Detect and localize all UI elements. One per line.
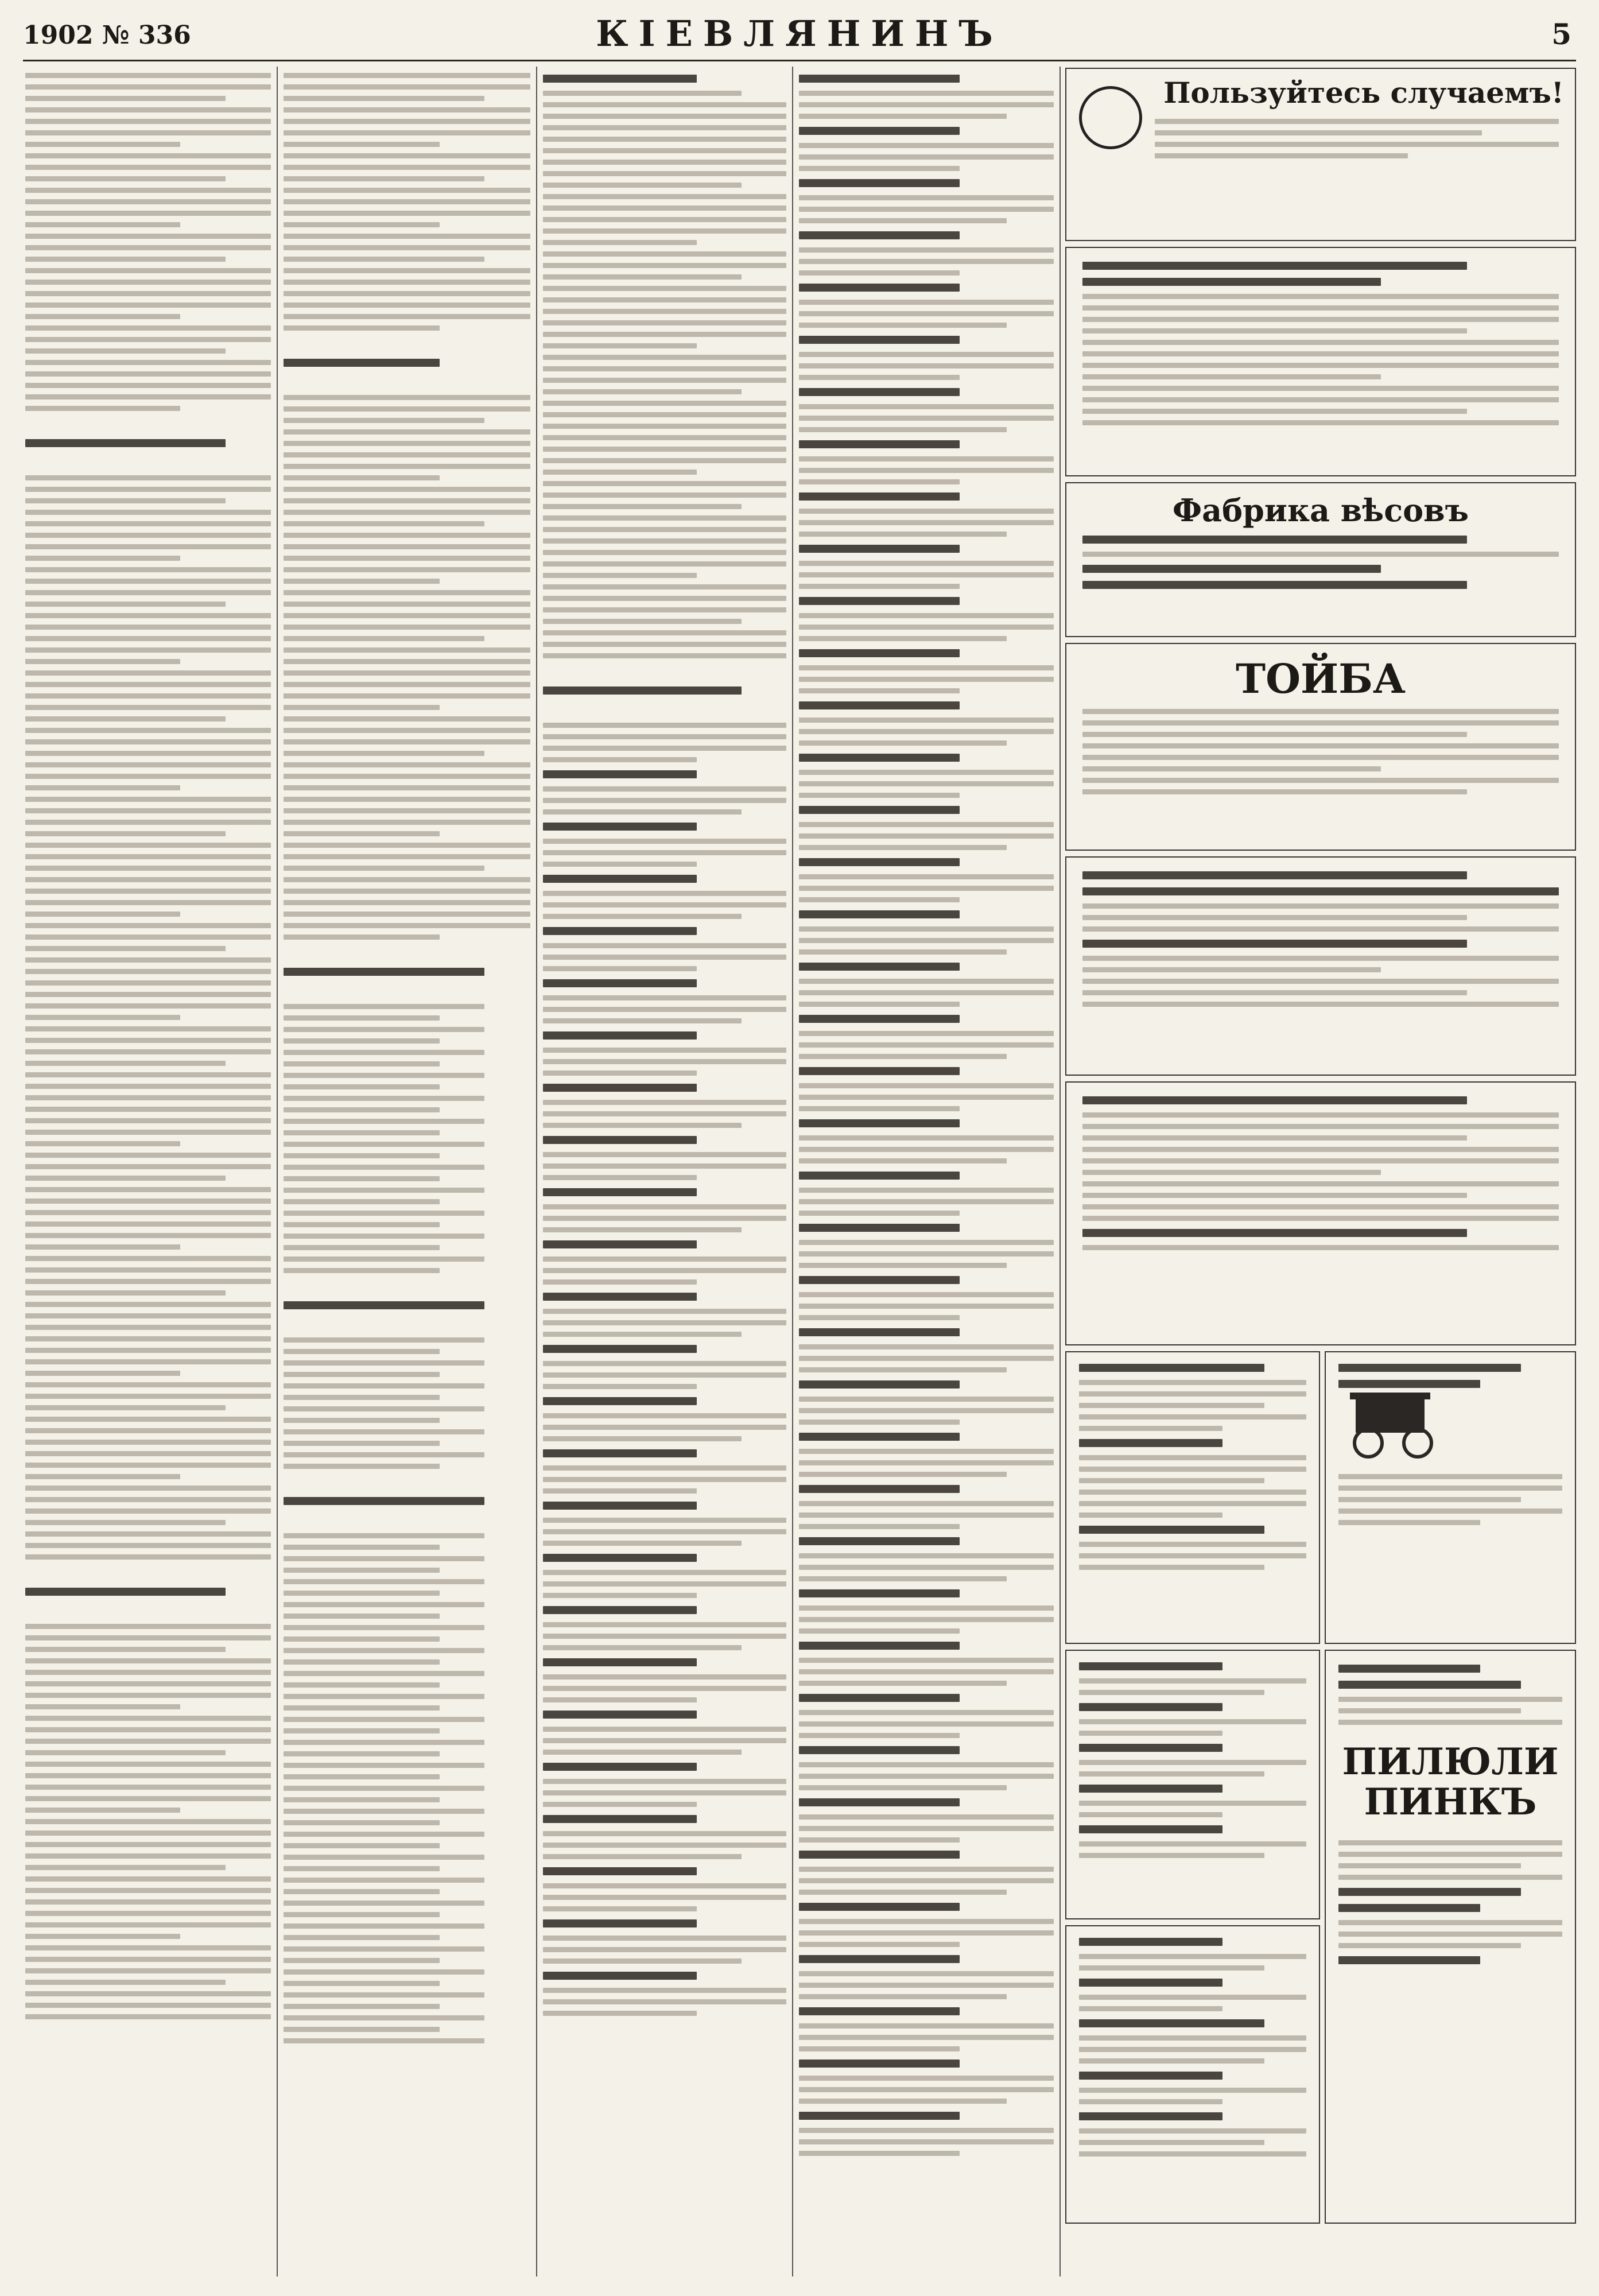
column-1-news [23, 67, 273, 2276]
pocket-watch-icon [1079, 86, 1142, 149]
column-divider [536, 67, 537, 2276]
page-number: 5 [1551, 17, 1571, 51]
ad-small-notices [1065, 1650, 1320, 1919]
ad-fur-store: ТОЙБА [1065, 643, 1576, 851]
newspaper-title: КІЕВЛЯНИНЪ [596, 13, 1003, 55]
ad-gun-shop [1065, 1081, 1576, 1345]
ad-scales-factory: Фабрика вѣсовъ [1065, 482, 1576, 637]
column-4-classifieds [797, 67, 1056, 2276]
ad-specialty-store [1065, 856, 1576, 1076]
column-3-classifieds [541, 67, 789, 2276]
column-2-news [281, 67, 533, 2276]
carriage-icon [1338, 1375, 1447, 1461]
masthead-rule [23, 60, 1576, 61]
ad-pink-pills: ПИЛЮЛИ ПИНКЪ [1325, 1650, 1576, 2224]
ad-watches: Пользуйтесь случаемъ! [1065, 68, 1576, 241]
ad-carriages [1325, 1351, 1576, 1644]
column-divider [277, 67, 278, 2276]
column-divider [792, 67, 793, 2276]
ad-sales-notices [1065, 1925, 1320, 2224]
column-divider [1059, 67, 1061, 2276]
ad-embroidery-machine [1065, 247, 1576, 476]
masthead [23, 10, 1576, 57]
issue-date: 1902 № 336 [23, 21, 191, 50]
ad-lost-notice [1065, 1351, 1320, 1644]
